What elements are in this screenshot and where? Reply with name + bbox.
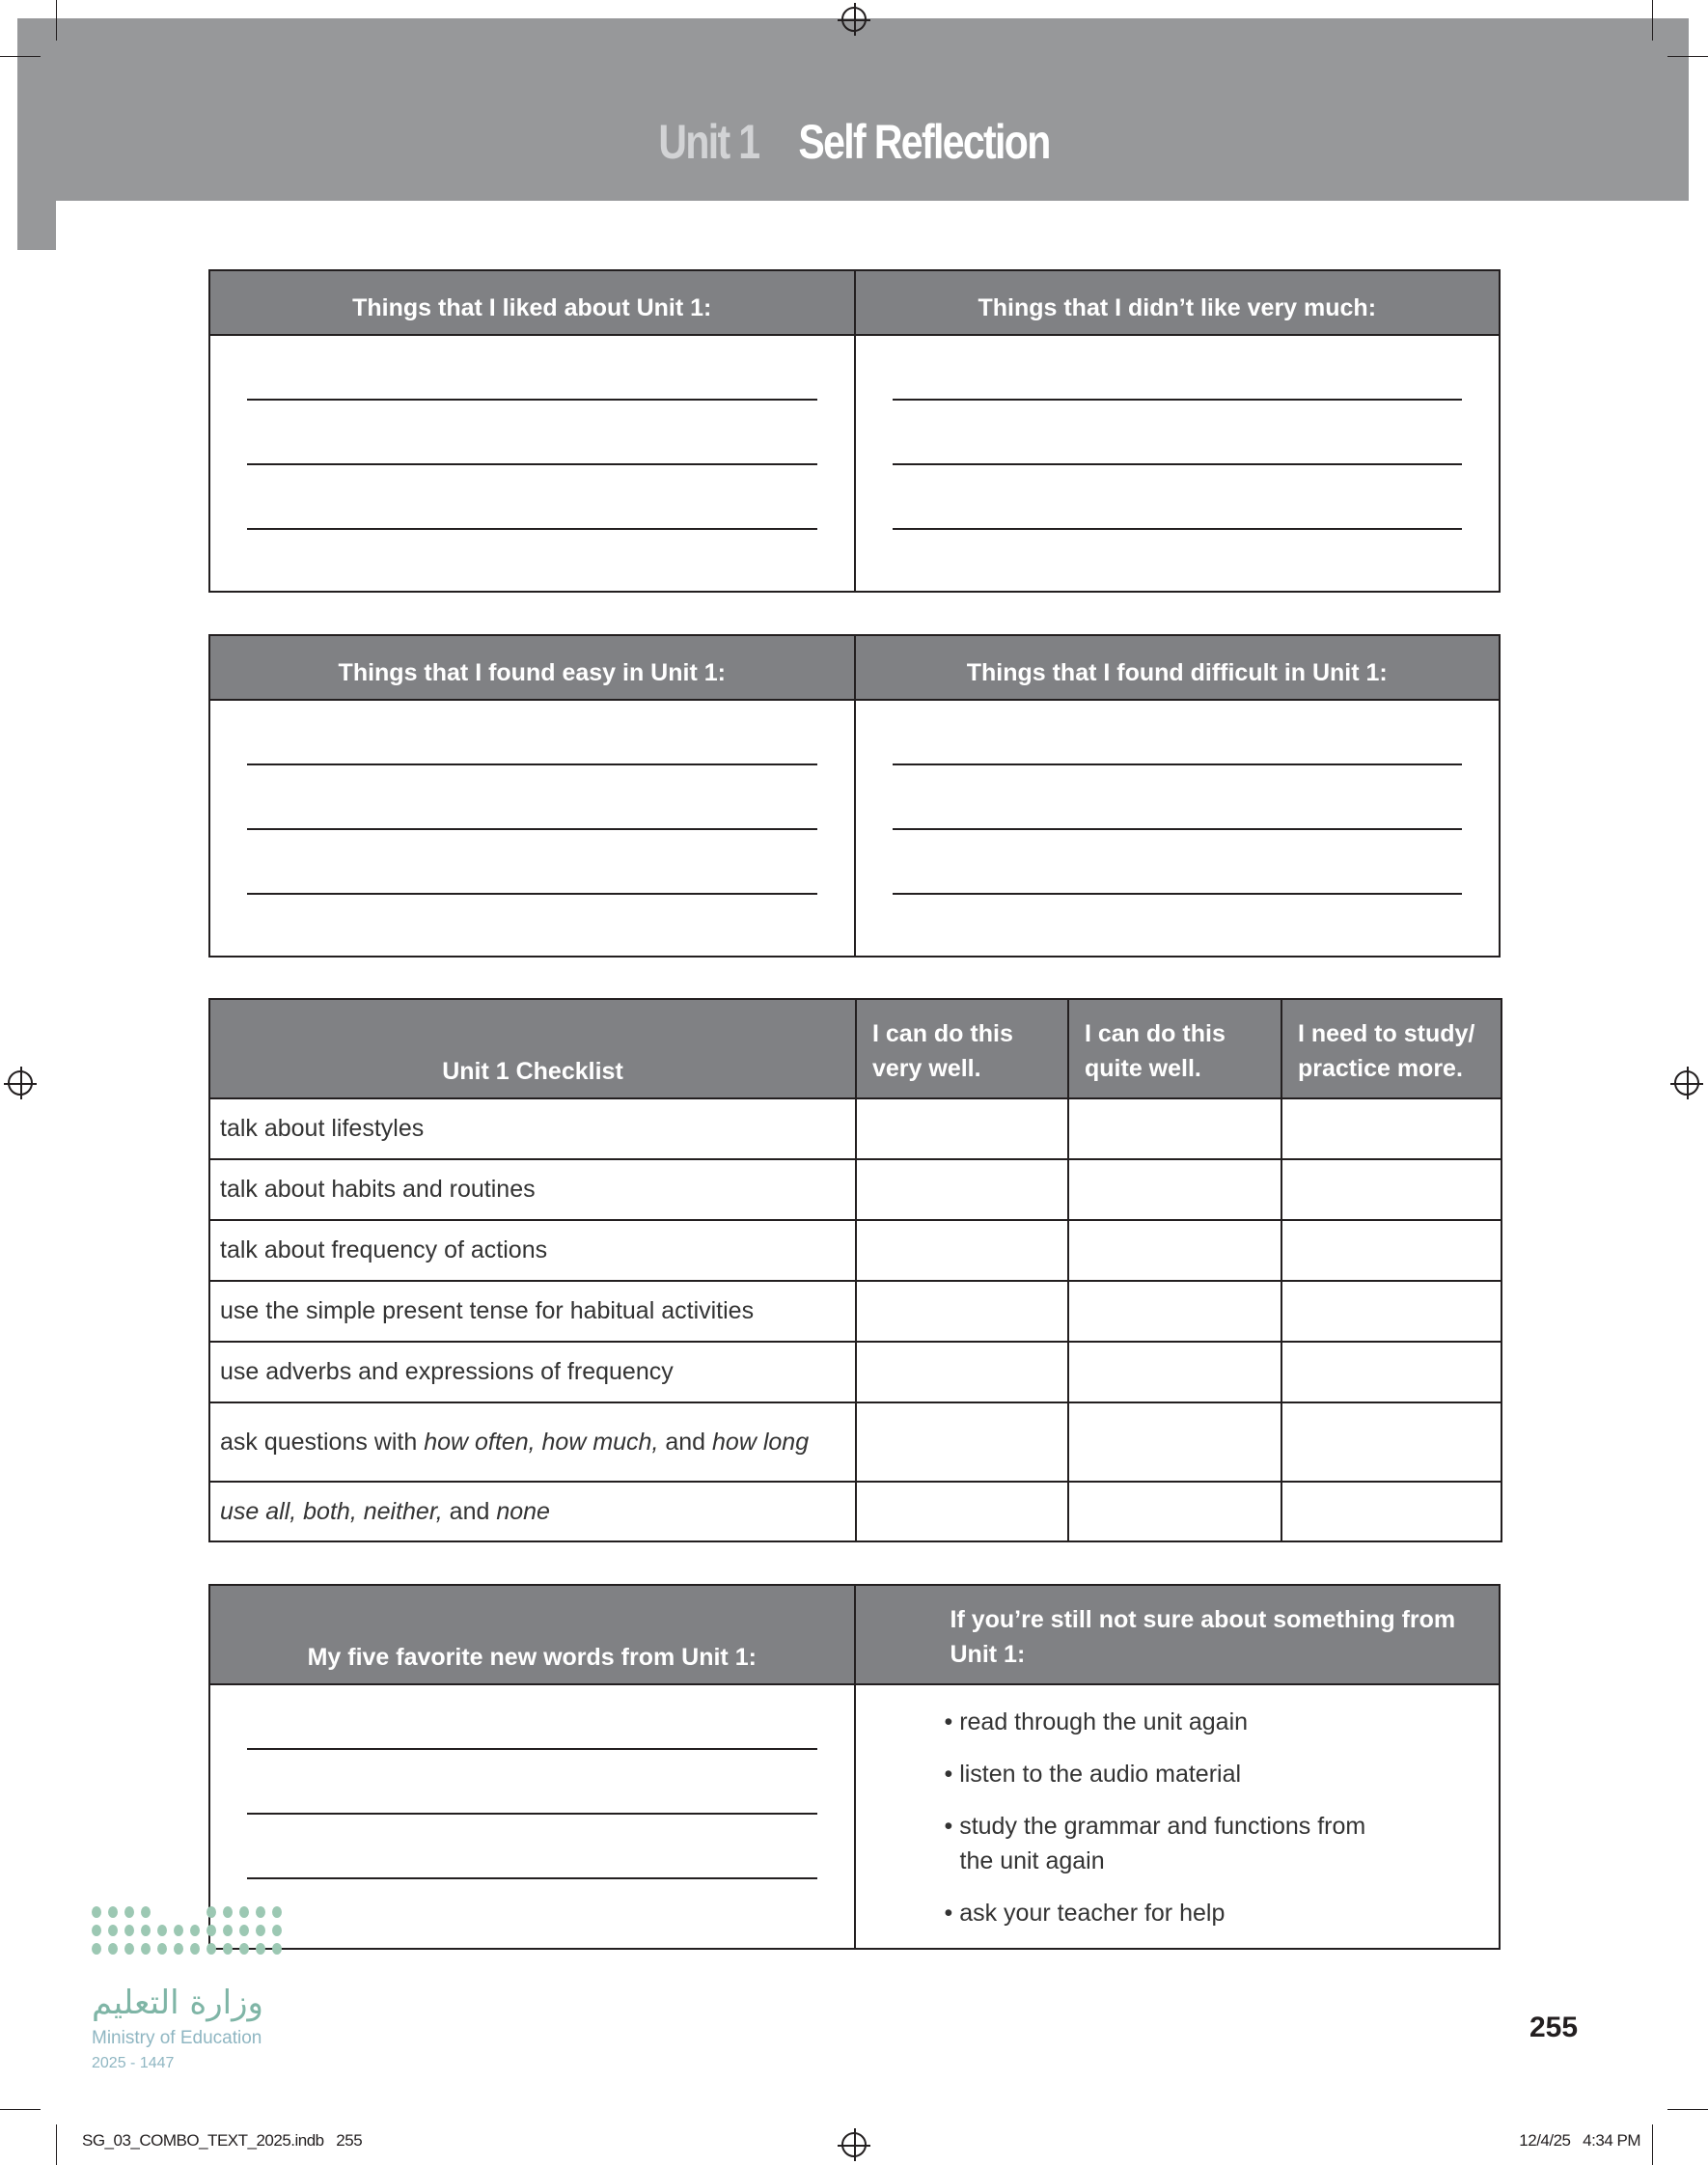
checkbox-cell[interactable] [1281,1220,1501,1281]
words-table [208,1584,1501,1950]
favorite-words-header: My five favorite new words from Unit 1: [209,1585,855,1684]
easy-difficult-table [208,634,1501,958]
page-title [153,114,1554,170]
crop-mark [1652,0,1653,41]
writing-lines[interactable] [210,1685,854,1940]
checkbox-cell[interactable] [1281,1159,1501,1220]
writing-lines[interactable] [856,336,1500,591]
crop-mark [1667,56,1708,57]
difficult-header: Things that I found difficult in Unit 1: [855,635,1501,700]
ministry-logo [92,1906,294,2072]
checkbox-cell[interactable] [856,1281,1068,1342]
checklist-item: talk about habits and routines [209,1159,856,1220]
checkbox-cell[interactable] [856,1098,1068,1159]
crop-mark [0,56,41,57]
logo-dots-icon [92,1906,294,1955]
registration-mark-icon [841,2132,867,2157]
title-label: Self Reflection [798,115,1050,169]
checkbox-cell[interactable] [856,1482,1068,1541]
checklist-table [208,998,1502,1542]
checkbox-cell[interactable] [1068,1281,1281,1342]
unit-label: Unit 1 [658,115,759,169]
tip-item: • read through the unit again [944,1708,1249,1735]
likes-table [208,269,1501,593]
writing-lines[interactable] [856,701,1500,956]
checkbox-cell[interactable] [1068,1098,1281,1159]
logo-year: 2025 - 1447 [92,2055,175,2071]
practice-more-header: I need to study/ practice more. [1281,999,1501,1098]
logo-arabic: وزارة التعليم [92,1984,263,2022]
text: ask questions with [220,1429,425,1456]
text: and [442,1497,497,1525]
quite-well-header: I can do this quite well. [1068,999,1281,1098]
text: and [658,1429,713,1456]
writing-lines[interactable] [210,336,854,591]
registration-mark-icon [1674,1070,1699,1096]
checklist-item [209,1402,856,1482]
crop-mark [56,2124,57,2165]
checkbox-cell[interactable] [1281,1098,1501,1159]
crop-mark [56,0,57,41]
checkbox-cell[interactable] [1068,1482,1281,1541]
tip-item: • study the grammar and functions from the unit again [944,1813,1366,1874]
checklist-item: talk about lifestyles [209,1098,856,1159]
liked-header: Things that I liked about Unit 1: [209,270,855,335]
text: use all, both, neither, [220,1497,443,1525]
very-well-header: I can do this very well. [856,999,1068,1098]
crop-mark [1652,2124,1653,2165]
checkbox-cell[interactable] [856,1402,1068,1482]
checkbox-cell[interactable] [1068,1402,1281,1482]
footer-file: SG_03_COMBO_TEXT_2025.indb 255 [82,2131,363,2150]
logo-english: Ministry of Education [92,2028,262,2048]
crop-mark [0,2109,41,2110]
checkbox-cell[interactable] [856,1159,1068,1220]
checkbox-cell[interactable] [1281,1402,1501,1482]
checklist-item: talk about frequency of actions [209,1220,856,1281]
checklist-item: use the simple present tense for habitual activities [209,1281,856,1342]
checkbox-cell[interactable] [1068,1220,1281,1281]
registration-mark-icon [841,7,867,32]
page-number: 255 [1529,2012,1579,2043]
checkbox-cell[interactable] [1281,1281,1501,1342]
checkbox-cell[interactable] [1281,1482,1501,1541]
easy-header: Things that I found easy in Unit 1: [209,635,855,700]
tips-list [856,1685,1500,1930]
checklist-item [209,1482,856,1541]
text: none [496,1497,550,1525]
writing-lines[interactable] [210,701,854,956]
checkbox-cell[interactable] [1281,1342,1501,1402]
registration-mark-icon [8,1070,33,1096]
header-tab [17,18,56,250]
tip-item: • listen to the audio material [944,1761,1242,1788]
checklist-header: Unit 1 Checklist [209,999,856,1098]
tip-item: • ask your teacher for help [944,1900,1226,1927]
header-band [17,18,1689,201]
crop-mark [1667,2109,1708,2110]
disliked-header: Things that I didn’t like very much: [855,270,1501,335]
checkbox-cell[interactable] [856,1342,1068,1402]
not-sure-header: If you’re still not sure about something from Unit 1: [855,1585,1501,1684]
checkbox-cell[interactable] [1068,1342,1281,1402]
checkbox-cell[interactable] [1068,1159,1281,1220]
text: how often, how much, [424,1429,659,1456]
checklist-item: use adverbs and expressions of frequency [209,1342,856,1402]
text: how long [712,1429,810,1456]
footer-date: 12/4/25 4:34 PM [1519,2131,1640,2150]
checkbox-cell[interactable] [856,1220,1068,1281]
